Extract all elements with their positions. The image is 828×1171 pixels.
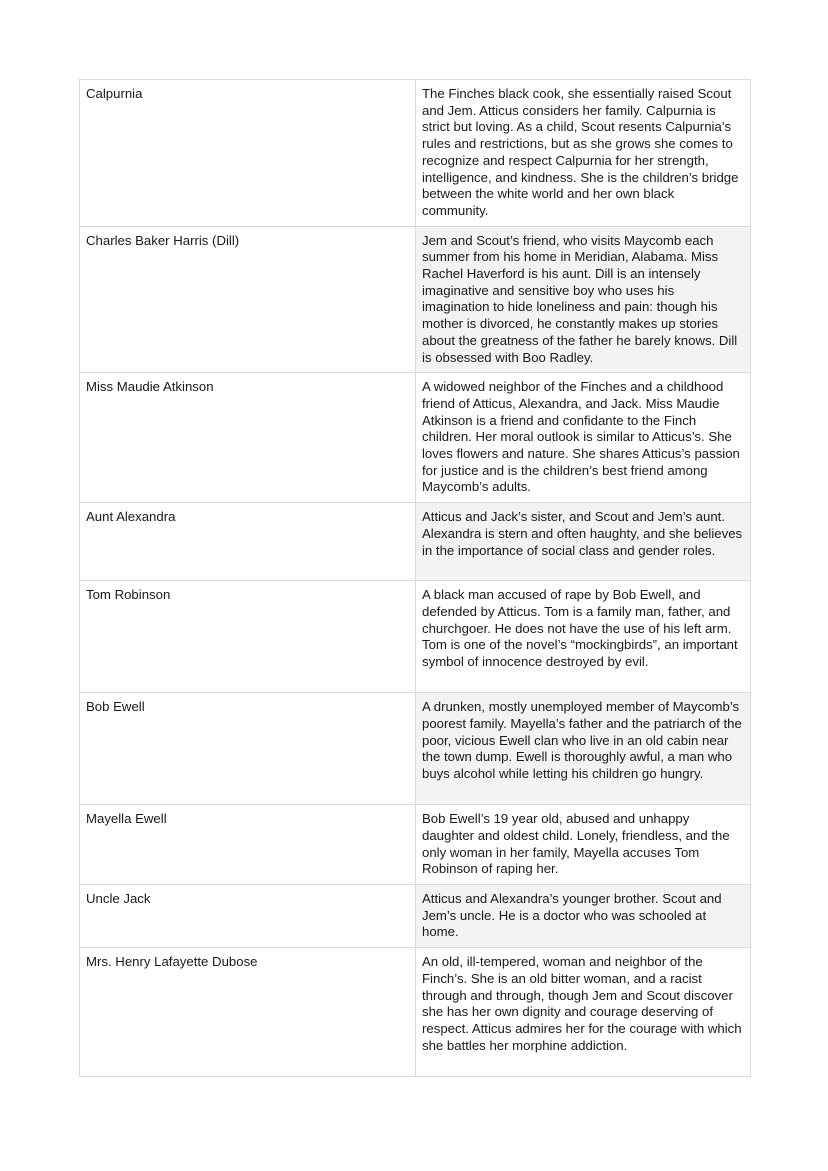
character-description: A black man accused of rape by Bob Ewell, and defended by Atticus. Tom is a family man, father, and churchgoer. He does not have the use of his left arm. Tom is one of the novel’s “mockingbirds”, an important symbol of innocence destroyed by evil. xyxy=(416,581,751,693)
character-description: A widowed neighbor of the Finches and a childhood friend of Atticus, Alexandra, and Jack. Miss Maudie Atkinson is a friend and confidante to the Finch children. Her moral outlook is similar to Atticus’s. She loves flowers and nature. She shares Atticus’s passion for justice and is the children’s best friend among Maycomb’s adults. xyxy=(416,373,751,503)
table-row xyxy=(80,884,751,947)
character-description: Jem and Scout’s friend, who visits Maycomb each summer from his home in Meridian, Alabama. Miss Rachel Haverford is his aunt. Dill is an intensely imaginative and sensitive boy who uses his imagination to hide loneliness and pain: though his mother is divorced, he constantly makes up stories about the greatness of the father he barely knows. Dill is obsessed with Boo Radley. xyxy=(416,226,751,373)
table-row xyxy=(80,503,751,581)
character-name: Mrs. Henry Lafayette Dubose xyxy=(80,948,416,1077)
character-name: Tom Robinson xyxy=(80,581,416,693)
table-row xyxy=(80,693,751,805)
table-row xyxy=(80,805,751,885)
table-row xyxy=(80,373,751,503)
character-name: Calpurnia xyxy=(80,80,416,227)
character-description: Bob Ewell’s 19 year old, abused and unhappy daughter and oldest child. Lonely, friendless, and the only woman in her family, Mayella accuses Tom Robinson of raping her. xyxy=(416,805,751,885)
character-name: Mayella Ewell xyxy=(80,805,416,885)
character-table xyxy=(79,79,751,1077)
character-name: Aunt Alexandra xyxy=(80,503,416,581)
character-description: The Finches black cook, she essentially raised Scout and Jem. Atticus considers her family. Calpurnia is strict but loving. As a child, Scout resents Calpurnia’s rules and restrictions, but as she grows she comes to recognize and respect Calpurnia for her strength, intelligence, and kindness. She is the children’s bridge between the white world and her own black community. xyxy=(416,80,751,227)
table-row xyxy=(80,80,751,227)
character-description: Atticus and Jack’s sister, and Scout and Jem’s aunt. Alexandra is stern and often haughty, and she believes in the importance of social class and gender roles. xyxy=(416,503,751,581)
character-name: Bob Ewell xyxy=(80,693,416,805)
document-page xyxy=(79,79,750,1077)
character-description: A drunken, mostly unemployed member of Maycomb’s poorest family. Mayella’s father and the patriarch of the poor, vicious Ewell clan who live in an old cabin near the town dump. Ewell is thoroughly awful, a man who buys alcohol while letting his children go hungry. xyxy=(416,693,751,805)
character-name: Uncle Jack xyxy=(80,884,416,947)
table-row xyxy=(80,948,751,1077)
character-description: Atticus and Alexandra’s younger brother. Scout and Jem’s uncle. He is a doctor who was schooled at home. xyxy=(416,884,751,947)
character-description: An old, ill-tempered, woman and neighbor of the Finch’s. She is an old bitter woman, and a racist through and through, though Jem and Scout discover she has her own dignity and courage deserving of respect. Atticus admires her for the courage with which she battles her morphine addiction. xyxy=(416,948,751,1077)
character-name: Miss Maudie Atkinson xyxy=(80,373,416,503)
character-name: Charles Baker Harris (Dill) xyxy=(80,226,416,373)
table-row xyxy=(80,226,751,373)
table-row xyxy=(80,581,751,693)
